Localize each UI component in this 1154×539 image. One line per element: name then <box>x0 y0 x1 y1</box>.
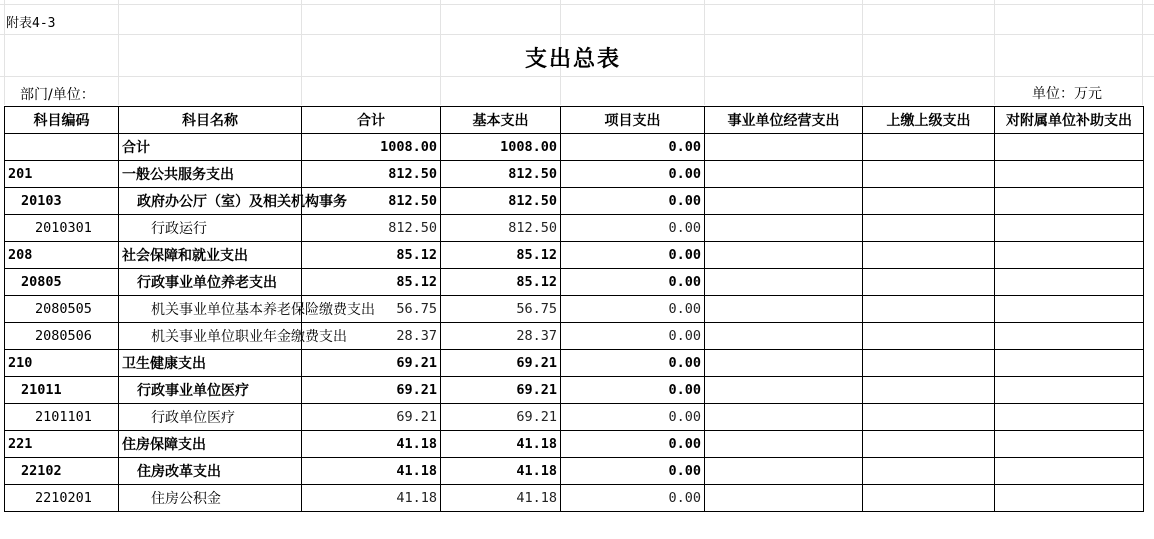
unit-label: 单位：万元 <box>1032 86 1102 102</box>
cell-subsidy[interactable] <box>995 485 1144 512</box>
cell-business[interactable] <box>705 431 863 458</box>
cell-name[interactable]: 行政运行 <box>119 215 302 242</box>
cell-code[interactable]: 208 <box>5 242 119 269</box>
cell-name[interactable]: 行政单位医疗 <box>119 404 302 431</box>
table-row <box>5 350 1144 377</box>
cell-business[interactable] <box>705 350 863 377</box>
cell-code[interactable]: 22102 <box>5 458 119 485</box>
table-row <box>5 458 1144 485</box>
cell-total[interactable]: 69.21 <box>302 377 441 404</box>
cell-upper[interactable] <box>863 404 995 431</box>
cell-business[interactable] <box>705 242 863 269</box>
table-row <box>5 323 1144 350</box>
header-project[interactable]: 项目支出 <box>561 107 705 134</box>
cell-project[interactable]: 0.00 <box>561 377 705 404</box>
cell-name[interactable]: 行政事业单位医疗 <box>119 377 302 404</box>
cell-code[interactable]: 2080505 <box>5 296 119 323</box>
cell-upper[interactable] <box>863 215 995 242</box>
cell-code[interactable]: 2080506 <box>5 323 119 350</box>
table-row <box>5 242 1144 269</box>
cell-basic[interactable]: 69.21 <box>441 404 561 431</box>
cell-total[interactable]: 28.37 <box>302 323 441 350</box>
cell-name[interactable]: 机关事业单位职业年金缴费支出 <box>119 323 302 350</box>
cell-name[interactable]: 住房改革支出 <box>119 458 302 485</box>
cell-name[interactable]: 合计 <box>119 134 302 161</box>
cell-name[interactable]: 行政事业单位养老支出 <box>119 269 302 296</box>
cell-code[interactable]: 221 <box>5 431 119 458</box>
cell-basic[interactable]: 41.18 <box>441 485 561 512</box>
cell-basic[interactable]: 1008.00 <box>441 134 561 161</box>
cell-upper[interactable] <box>863 242 995 269</box>
cell-code[interactable]: 201 <box>5 161 119 188</box>
cell-project[interactable]: 0.00 <box>561 458 705 485</box>
cell-subsidy[interactable] <box>995 323 1144 350</box>
department-label: 部门/单位： <box>20 87 95 103</box>
cell-project[interactable]: 0.00 <box>561 134 705 161</box>
cell-subsidy[interactable] <box>995 296 1144 323</box>
cell-name[interactable]: 机关事业单位基本养老保险缴费支出 <box>119 296 302 323</box>
cell-code[interactable]: 21011 <box>5 377 119 404</box>
cell-code[interactable]: 20103 <box>5 188 119 215</box>
cell-subsidy[interactable] <box>995 215 1144 242</box>
cell-basic[interactable]: 812.50 <box>441 188 561 215</box>
cell-business[interactable] <box>705 377 863 404</box>
cell-business[interactable] <box>705 269 863 296</box>
table-row <box>5 404 1144 431</box>
cell-subsidy[interactable] <box>995 404 1144 431</box>
table-row <box>5 377 1144 404</box>
table-row <box>5 431 1144 458</box>
cell-basic[interactable]: 85.12 <box>441 242 561 269</box>
cell-project[interactable]: 0.00 <box>561 296 705 323</box>
cell-total[interactable]: 41.18 <box>302 485 441 512</box>
header-code[interactable]: 科目编码 <box>5 107 119 134</box>
cell-subsidy[interactable] <box>995 431 1144 458</box>
cell-basic[interactable]: 812.50 <box>441 215 561 242</box>
cell-name[interactable]: 住房保障支出 <box>119 431 302 458</box>
cell-name[interactable]: 卫生健康支出 <box>119 350 302 377</box>
cell-total[interactable]: 56.75 <box>302 296 441 323</box>
cell-project[interactable]: 0.00 <box>561 242 705 269</box>
cell-name[interactable]: 一般公共服务支出 <box>119 161 302 188</box>
cell-basic[interactable]: 41.18 <box>441 431 561 458</box>
header-total[interactable]: 合计 <box>302 107 441 134</box>
cell-subsidy[interactable] <box>995 134 1144 161</box>
cell-business[interactable] <box>705 323 863 350</box>
cell-code[interactable]: 2101101 <box>5 404 119 431</box>
cell-total[interactable]: 812.50 <box>302 215 441 242</box>
header-business[interactable]: 事业单位经营支出 <box>705 107 863 134</box>
cell-project[interactable]: 0.00 <box>561 269 705 296</box>
cell-subsidy[interactable] <box>995 188 1144 215</box>
cell-project[interactable]: 0.00 <box>561 161 705 188</box>
cell-upper[interactable] <box>863 188 995 215</box>
header-basic[interactable]: 基本支出 <box>441 107 561 134</box>
cell-project[interactable]: 0.00 <box>561 215 705 242</box>
cell-upper[interactable] <box>863 323 995 350</box>
table-row <box>5 215 1144 242</box>
cell-code[interactable]: 20805 <box>5 269 119 296</box>
cell-total[interactable]: 41.18 <box>302 431 441 458</box>
cell-upper[interactable] <box>863 350 995 377</box>
cell-subsidy[interactable] <box>995 269 1144 296</box>
cell-basic[interactable]: 69.21 <box>441 377 561 404</box>
cell-upper[interactable] <box>863 377 995 404</box>
table-row <box>5 188 1144 215</box>
cell-upper[interactable] <box>863 296 995 323</box>
cell-business[interactable] <box>705 188 863 215</box>
cell-total[interactable]: 85.12 <box>302 242 441 269</box>
cell-business[interactable] <box>705 215 863 242</box>
expenditure-table <box>4 106 1144 512</box>
cell-basic[interactable]: 56.75 <box>441 296 561 323</box>
header-upper[interactable]: 上缴上级支出 <box>863 107 995 134</box>
header-subsidy[interactable]: 对附属单位补助支出 <box>995 107 1144 134</box>
cell-basic[interactable]: 69.21 <box>441 350 561 377</box>
cell-project[interactable]: 0.00 <box>561 323 705 350</box>
cell-code[interactable]: 2210201 <box>5 485 119 512</box>
cell-total[interactable]: 1008.00 <box>302 134 441 161</box>
cell-basic[interactable]: 85.12 <box>441 269 561 296</box>
cell-upper[interactable] <box>863 161 995 188</box>
cell-project[interactable]: 0.00 <box>561 188 705 215</box>
table-row <box>5 269 1144 296</box>
cell-business[interactable] <box>705 458 863 485</box>
cell-name[interactable]: 住房公积金 <box>119 485 302 512</box>
cell-subsidy[interactable] <box>995 350 1144 377</box>
cell-name[interactable]: 政府办公厅（室）及相关机构事务 <box>119 188 302 215</box>
cell-basic[interactable]: 28.37 <box>441 323 561 350</box>
cell-code[interactable] <box>5 134 119 161</box>
cell-project[interactable]: 0.00 <box>561 404 705 431</box>
cell-upper[interactable] <box>863 485 995 512</box>
cell-business[interactable] <box>705 296 863 323</box>
cell-basic[interactable]: 41.18 <box>441 458 561 485</box>
header-row <box>5 107 1144 134</box>
cell-upper[interactable] <box>863 458 995 485</box>
cell-project[interactable]: 0.00 <box>561 431 705 458</box>
cell-business[interactable] <box>705 134 863 161</box>
table-row <box>5 296 1144 323</box>
table-row <box>5 134 1144 161</box>
cell-total[interactable]: 85.12 <box>302 269 441 296</box>
cell-total[interactable]: 41.18 <box>302 458 441 485</box>
cell-subsidy[interactable] <box>995 458 1144 485</box>
cell-project[interactable]: 0.00 <box>561 485 705 512</box>
cell-total[interactable]: 812.50 <box>302 161 441 188</box>
cell-business[interactable] <box>705 404 863 431</box>
table-row <box>5 161 1144 188</box>
annex-label: 附表4-3 <box>6 16 56 31</box>
page-title: 支出总表 <box>524 47 621 72</box>
cell-total[interactable]: 812.50 <box>302 188 441 215</box>
cell-upper[interactable] <box>863 269 995 296</box>
cell-code[interactable]: 210 <box>5 350 119 377</box>
cell-business[interactable] <box>705 485 863 512</box>
cell-subsidy[interactable] <box>995 377 1144 404</box>
table-row <box>5 485 1144 512</box>
cell-upper[interactable] <box>863 431 995 458</box>
cell-code[interactable]: 2010301 <box>5 215 119 242</box>
cell-upper[interactable] <box>863 134 995 161</box>
cell-business[interactable] <box>705 161 863 188</box>
cell-subsidy[interactable] <box>995 161 1144 188</box>
cell-total[interactable]: 69.21 <box>302 350 441 377</box>
cell-project[interactable]: 0.00 <box>561 350 705 377</box>
cell-basic[interactable]: 812.50 <box>441 161 561 188</box>
header-name[interactable]: 科目名称 <box>119 107 302 134</box>
cell-subsidy[interactable] <box>995 242 1144 269</box>
cell-name[interactable]: 社会保障和就业支出 <box>119 242 302 269</box>
cell-total[interactable]: 69.21 <box>302 404 441 431</box>
